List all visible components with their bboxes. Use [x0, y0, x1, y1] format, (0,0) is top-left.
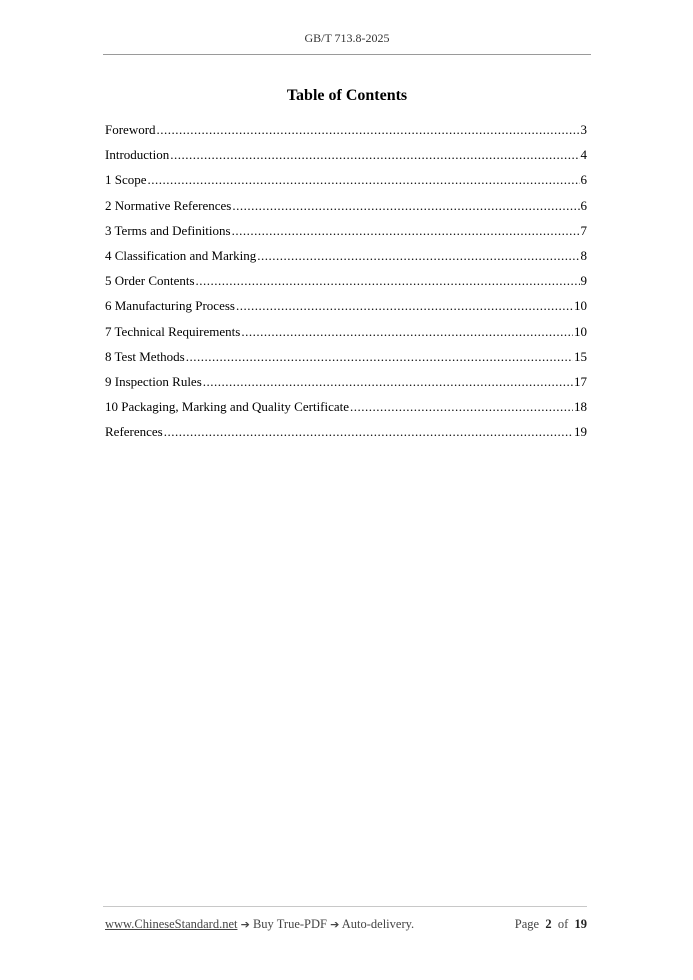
- page-indicator: [515, 917, 587, 932]
- right-arrow-icon: ➔: [240, 918, 250, 931]
- header-divider: [103, 54, 591, 55]
- toc-entry-normative-references[interactable]: [105, 196, 587, 221]
- toc-entry-title: References: [105, 424, 163, 440]
- toc-leader-dots: [170, 145, 579, 165]
- toc-leader-dots: [148, 170, 580, 190]
- toc-leader-dots: [241, 322, 573, 342]
- running-header: GB/T 713.8-2025: [304, 31, 390, 45]
- toc-entry-title: 4 Classification and Marking: [105, 247, 257, 263]
- page-footer: [105, 917, 587, 932]
- of-label: of: [557, 917, 569, 931]
- toc-leader-dots: [203, 372, 573, 392]
- toc-entry-test-methods[interactable]: [105, 347, 587, 372]
- toc-entry-title: Foreword: [105, 122, 156, 137]
- toc-entry-page: 18: [574, 399, 587, 415]
- toc-entry-manufacturing-process[interactable]: [105, 296, 587, 321]
- toc-leader-dots: [186, 347, 573, 367]
- footer-divider: [103, 906, 587, 907]
- toc-entry-foreword[interactable]: [105, 120, 587, 145]
- toc-entry-page: 7: [580, 222, 587, 238]
- toc-leader-dots: [157, 120, 580, 140]
- total-pages-number: 19: [574, 917, 587, 931]
- toc-entry-title: 1 Scope: [105, 172, 147, 188]
- toc-entry-technical-requirements[interactable]: [105, 322, 587, 347]
- toc-entry-title: 9 Inspection Rules: [105, 373, 202, 389]
- toc-entry-title: 5 Order Contents: [105, 273, 195, 289]
- toc-entry-page: 6: [580, 197, 587, 213]
- page-label: Page: [514, 917, 540, 931]
- toc-leader-dots: [257, 246, 579, 266]
- toc-entry-title: 10 Packaging, Marking and Quality Certificate: [105, 399, 350, 415]
- toc-entry-page: 3: [580, 122, 587, 137]
- toc-entry-title: Introduction: [105, 147, 170, 163]
- toc-entry-page: 15: [574, 348, 587, 364]
- toc-entry-introduction[interactable]: [105, 145, 587, 170]
- buy-text: Buy True-PDF: [252, 917, 327, 931]
- toc-entry-page: 19: [574, 424, 587, 440]
- footer-promo: [105, 917, 414, 932]
- toc-entry-title: 6 Manufacturing Process: [105, 298, 235, 314]
- toc-list: [105, 120, 587, 447]
- toc-entry-page: 10: [574, 323, 587, 339]
- toc-entry-title: 8 Test Methods: [105, 348, 185, 364]
- toc-entry-terms-and-definitions[interactable]: [105, 221, 587, 246]
- toc-entry-order-contents[interactable]: [105, 271, 587, 296]
- current-page-number: 2: [545, 917, 552, 931]
- toc-leader-dots: [164, 422, 573, 442]
- toc-entry-references[interactable]: [105, 422, 587, 447]
- toc-entry-page: 17: [574, 373, 587, 389]
- toc-entry-page: 8: [580, 247, 587, 263]
- toc-leader-dots: [196, 271, 580, 291]
- site-link[interactable]: www.ChineseStandard.net: [105, 917, 238, 931]
- toc-leader-dots: [232, 221, 580, 241]
- toc-leader-dots: [236, 296, 573, 316]
- toc-entry-inspection-rules[interactable]: [105, 372, 587, 397]
- toc-entry-page: 9: [580, 273, 587, 289]
- delivery-text: Auto-delivery.: [341, 917, 415, 931]
- toc-entry-page: 6: [580, 172, 587, 188]
- toc-entry-classification-and-marking[interactable]: [105, 246, 587, 271]
- toc-entry-scope[interactable]: [105, 170, 587, 195]
- right-arrow-icon: ➔: [330, 918, 340, 931]
- toc-entry-packaging-marking-quality-certificate[interactable]: [105, 397, 587, 422]
- toc-entry-title: 2 Normative References: [105, 197, 232, 213]
- toc-leader-dots: [350, 397, 573, 417]
- toc-entry-page: 10: [574, 298, 587, 314]
- toc-entry-title: 3 Terms and Definitions: [105, 222, 231, 238]
- toc-title: Table of Contents: [286, 87, 408, 104]
- toc-entry-page: 4: [580, 147, 587, 163]
- toc-entry-title: 7 Technical Requirements: [105, 323, 241, 339]
- toc-leader-dots: [232, 196, 579, 216]
